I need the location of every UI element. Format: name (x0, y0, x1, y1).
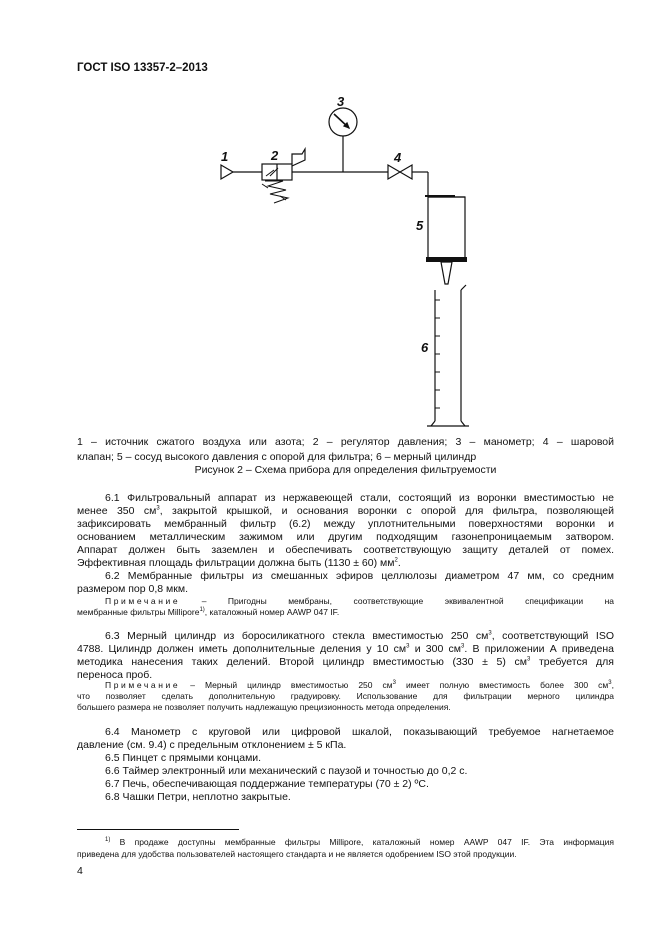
ball-valve-symbol (388, 165, 412, 179)
note-1: Примечание – Пригодны мембраны, соответствующие эквивалентной спецификации на мембранные фильтры Millipore$^{1)}$, каталожный номер AAWP 047 IF. (77, 596, 614, 617)
footnote: $^{1)}$ В продаже доступны мембранные фильтры Millipore, каталожный номер AAWP 047 IF. Эта информация приведена для удобства пользователей настоящего стандарта и не является одобрением ISO этой продукции. (77, 837, 614, 859)
figure-title: Рисунок 2 – Схема прибора для определения фильтруемости (194, 464, 497, 476)
figure-legend: 1 – источник сжатого воздуха или азота; 2 – регулятор давления; 3 – манометр; 4 – шаровой клапан; 5 – сосуд высокого давления с опорой для фильтра; 6 – мерный цилиндр (77, 436, 614, 463)
section-6-7: 6.7 Печь, обеспечивающая поддержание температуры (70 ± 2) ºС. (105, 778, 429, 790)
section-6-3: 6.3 Мерный цилиндр из боросиликатного стекла вместимостью 250 $см^3$, соответствующий ISO 4788. Цилиндр должен иметь дополнительные деления у 10 $см^3$ и 300 $см^3$. В приложении А приведена методика нанесения таких делений. Второй цилиндр вместимостью (330 ± 5) $см^3$ требуется для переноса проб. (77, 630, 614, 681)
apparatus-diagram (0, 0, 661, 440)
air-source-symbol (221, 165, 233, 179)
figure-label-2: 2 (271, 148, 279, 163)
page-number: 4 (77, 865, 83, 877)
document-header: ГОСТ ISO 13357-2–2013 (77, 62, 208, 74)
pressure-vessel-symbol (428, 197, 465, 259)
note-2: Примечание – Мерный цилиндр вместимостью 250 $см^3$ имеет полную вместимость более 300 $см^3$, что позволяет сделать дополнительную градуировку. Использование для фильтрации мерного цилиндра большего размера не позволяет получить надлежащую прецизионность метода определения. (77, 680, 614, 712)
section-6-8: 6.8 Чашки Петри, неплотно закрытые. (105, 791, 291, 803)
section-6-2: 6.2 Мембранные фильтры из смешанных эфиров целлюлозы диаметром 47 мм, со средним размером пор 0,8 мкм. (77, 570, 614, 595)
figure-label-4: 4 (394, 150, 402, 165)
section-6-5: 6.5 Пинцет с прямыми концами. (105, 752, 262, 764)
footnote-separator (77, 829, 239, 830)
section-6-6: 6.6 Таймер электронный или механический с паузой и точностью до 0,2 с. (105, 765, 468, 777)
figure-label-6: 6 (421, 340, 429, 355)
section-6-1: 6.1 Фильтровальный аппарат из нержавеющей стали, состоящий из воронки вместимостью не менее 350 $см^3$, закрытой крышкой, и основания воронки с опорой для фильтра, позволяющей зафиксировать мембранный фильтр (6.2) между уплотнительными поверхностями воронки и основанием металлическим зажимом или другим подходящим газонепроницаемым затвором. Аппарат должен быть заземлен и обеспечивать соответствующую защиту деталей от помех. Эффективная площадь фильтрации должна быть (1130 ± 60) $мм^2$. (77, 492, 615, 569)
figure-label-3: 3 (337, 94, 345, 109)
figure-label-1: 1 (221, 149, 229, 164)
measuring-cylinder-symbol (427, 285, 469, 426)
section-6-4: 6.4 Манометр с круговой или цифровой шкалой, показывающий требуемое нагнетаемое давление (см. 9.4) с предельным отклонением ± 5 кПа. (77, 726, 614, 751)
figure-label-5: 5 (416, 218, 424, 233)
